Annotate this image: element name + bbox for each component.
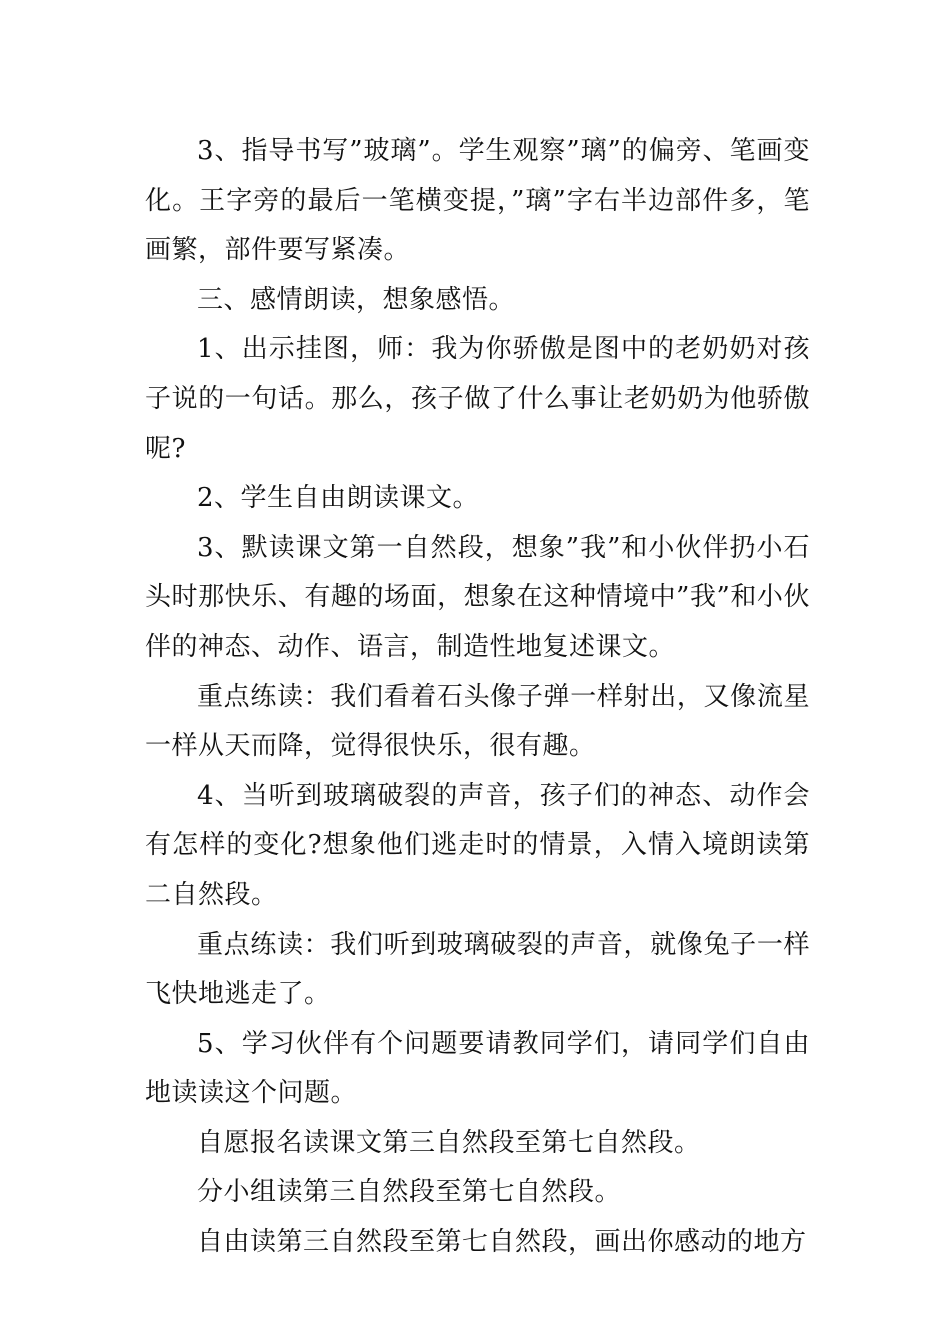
paragraph-volunteer-reading: 自愿报名读课文第三自然段至第七自然段。 xyxy=(197,1127,701,1158)
paragraph-key-practice-1: 重点练读：我们看着石头像子弹一样射出，又像流星一样从天而降，觉得很快乐，很有趣。 xyxy=(145,681,810,762)
paragraph-partner-question: 5、学习伙伴有个问题要请教同学们，请同学们自由地读读这个问题。 xyxy=(145,1028,810,1109)
paragraph-silent-reading: 3、默读课文第一自然段，想象”我”和小伙伴扔小石头时那快乐、有趣的场面，想象在这种情境中”我”和小伙伴的神态、动作、语言，制造性地复述课文。 xyxy=(145,532,810,662)
paragraph-free-reading-mark: 自由读第三自然段至第七自然段，画出你感动的地方 xyxy=(197,1227,807,1258)
paragraph-glass-breaking: 4、当听到玻璃破裂的声音，孩子们的神态、动作会有怎样的变化?想象他们逃走时的情景，入情入境朗读第二自然段。 xyxy=(145,780,810,910)
paragraph-show-picture: 1、出示挂图，师：我为你骄傲是图中的老奶奶对孩子说的一句话。那么，孩子做了什么事让老奶奶为他骄傲呢? xyxy=(145,334,810,464)
section-heading-emotional-reading: 三、感情朗读，想象感悟。 xyxy=(197,284,516,315)
paragraph-key-practice-2: 重点练读：我们听到玻璃破裂的声音，就像兔子一样飞快地逃走了。 xyxy=(145,929,810,1010)
document-body xyxy=(145,127,810,1268)
paragraph-free-reading: 2、学生自由朗读课文。 xyxy=(197,483,480,514)
paragraph-writing-guidance: 3、指导书写”玻璃”。学生观察”璃”的偏旁、笔画变化。王字旁的最后一笔横变提，”璃”字右半边部件多，笔画繁，部件要写紧凑。 xyxy=(145,136,810,266)
paragraph-group-reading: 分小组读第三自然段至第七自然段。 xyxy=(197,1177,622,1208)
